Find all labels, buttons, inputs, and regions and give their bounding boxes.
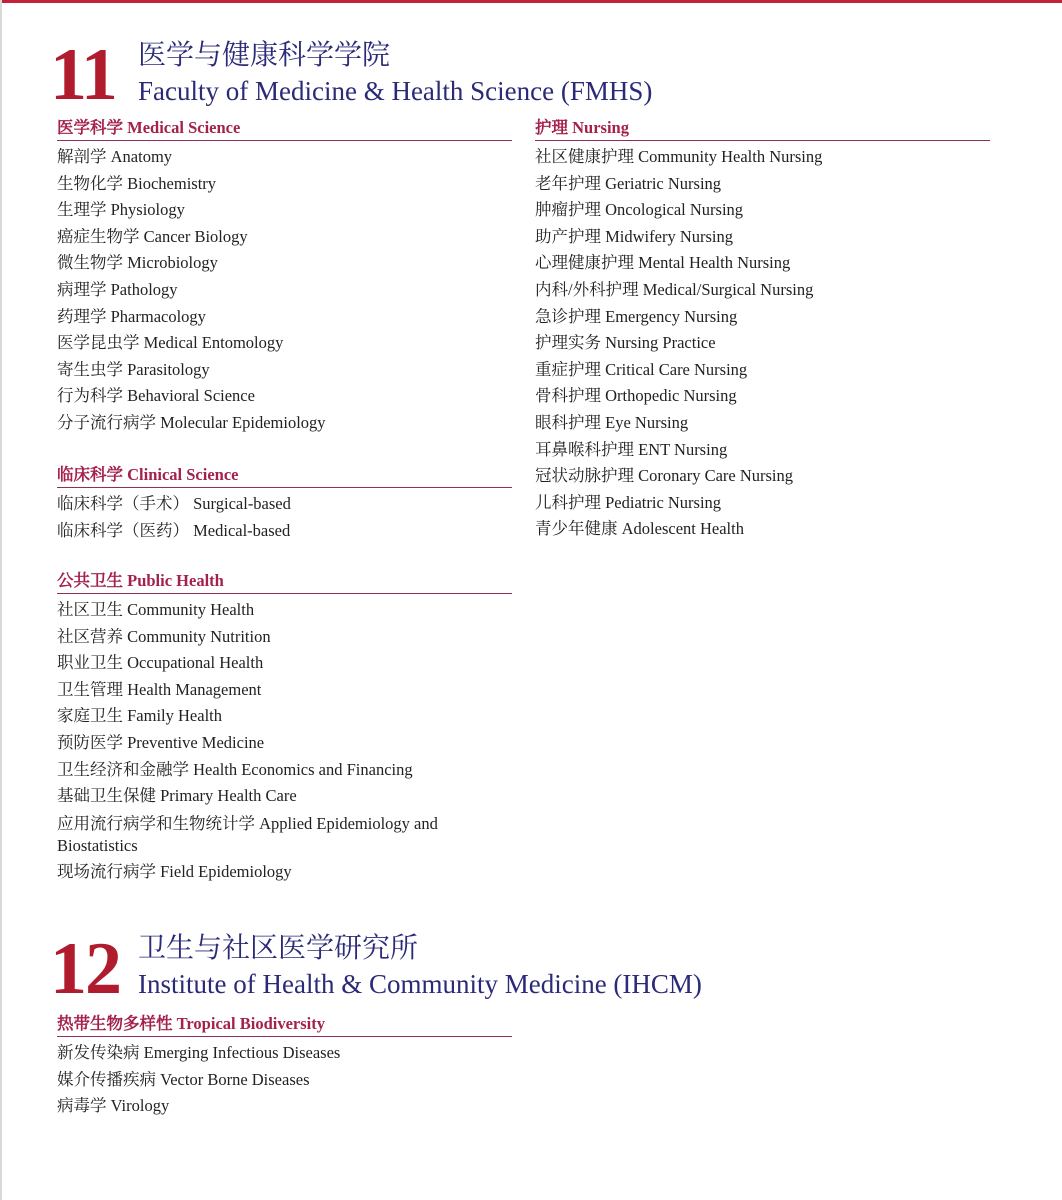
program-item: 儿科护理 Pediatric Nursing xyxy=(535,492,722,512)
section-heading: 热带生物多样性 Tropical Biodiversity xyxy=(57,1014,512,1037)
section-heading: 医学科学 Medical Science xyxy=(57,118,512,141)
program-item: 预防医学 Preventive Medicine xyxy=(57,732,265,752)
program-item: 心理健康护理 Mental Health Nursing xyxy=(535,253,791,273)
program-item: 重症护理 Critical Care Nursing xyxy=(535,359,748,379)
faculty-title-en: Institute of Health & Community Medicine (IHCM) xyxy=(138,969,702,999)
program-item: 内科/外科护理 Medical/Surgical Nursing xyxy=(535,279,814,299)
program-list xyxy=(57,488,512,544)
program-item: 职业卫生 Occupational Health xyxy=(57,653,264,673)
faculty-title-zh: 卫生与社区医学研究所 xyxy=(138,931,419,964)
program-item: 药理学 Pharmacology xyxy=(57,306,206,326)
program-item: 分子流行病学 Molecular Epidemiology xyxy=(57,412,326,432)
program-item: 社区营养 Community Nutrition xyxy=(57,626,271,646)
faculty-title-zh: 医学与健康科学学院 xyxy=(138,38,391,71)
program-item: 老年护理 Geriatric Nursing xyxy=(535,173,722,193)
program-item: 基础卫生保健 Primary Health Care xyxy=(57,786,297,806)
program-item: 社区卫生 Community Health xyxy=(57,600,255,619)
program-item: 医学昆虫学 Medical Entomology xyxy=(57,333,284,353)
program-item: 癌症生物学 Cancer Biology xyxy=(57,226,248,246)
section-public-health xyxy=(57,571,512,885)
program-item: 临床科学（医药） Medical-based xyxy=(57,520,291,540)
program-item: 骨科护理 Orthopedic Nursing xyxy=(535,386,737,406)
program-item: 临床科学（手术） Surgical-based xyxy=(57,494,291,513)
section-medical-science xyxy=(57,118,512,437)
top-border-rule xyxy=(0,0,1062,3)
program-item: 肿瘤护理 Oncological Nursing xyxy=(535,200,744,220)
program-item: 病理学 Pathology xyxy=(57,279,178,299)
faculty-title-en: Faculty of Medicine & Health Science (FMHS) xyxy=(138,76,653,106)
program-item: 护理实务 Nursing Practice xyxy=(535,333,716,353)
program-item: 助产护理 Midwifery Nursing xyxy=(535,226,733,246)
program-item: 卫生管理 Health Management xyxy=(57,679,262,699)
program-item: 生理学 Physiology xyxy=(57,200,185,220)
program-item: 家庭卫生 Family Health xyxy=(57,706,222,726)
program-item: 急诊护理 Emergency Nursing xyxy=(535,306,738,326)
program-list xyxy=(535,141,990,543)
program-item: 现场流行病学 Field Epidemiology xyxy=(57,861,292,881)
section-nursing xyxy=(535,118,990,543)
program-item: 解剖学 Anatomy xyxy=(57,147,173,166)
program-list xyxy=(57,594,512,885)
program-item: 微生物学 Microbiology xyxy=(57,253,218,273)
program-item: 媒介传播疾病 Vector Borne Diseases xyxy=(57,1069,310,1089)
program-item: 新发传染病 Emerging Infectious Diseases xyxy=(57,1043,341,1062)
program-list xyxy=(57,141,512,437)
section-heading: 护理 Nursing xyxy=(535,118,990,141)
program-item: 生物化学 Biochemistry xyxy=(57,173,217,193)
program-item: 行为科学 Behavioral Science xyxy=(57,386,255,406)
program-item: 病毒学 Virology xyxy=(57,1096,170,1116)
faculty-number: 12 xyxy=(50,928,120,1010)
section-heading: 公共卫生 Public Health xyxy=(57,571,512,594)
program-item: 青少年健康 Adolescent Health xyxy=(535,519,744,539)
program-item: 冠状动脉护理 Coronary Care Nursing xyxy=(535,466,794,486)
section-heading: 临床科学 Clinical Science xyxy=(57,465,512,488)
left-border-rule xyxy=(0,0,2,1200)
program-list xyxy=(57,1037,512,1120)
program-item: 眼科护理 Eye Nursing xyxy=(535,412,689,432)
faculty-number: 11 xyxy=(50,34,116,116)
program-item: 寄生虫学 Parasitology xyxy=(57,359,210,379)
program-item: 社区健康护理 Community Health Nursing xyxy=(535,147,823,166)
program-item: 应用流行病学和生物统计学 Applied Epidemiology and Biostatistics xyxy=(57,813,438,855)
section-tropical-biodiversity xyxy=(57,1014,512,1120)
program-item: 卫生经济和金融学 Health Economics and Financing xyxy=(57,759,413,779)
section-clinical-science xyxy=(57,465,512,544)
program-item: 耳鼻喉科护理 ENT Nursing xyxy=(535,439,728,459)
